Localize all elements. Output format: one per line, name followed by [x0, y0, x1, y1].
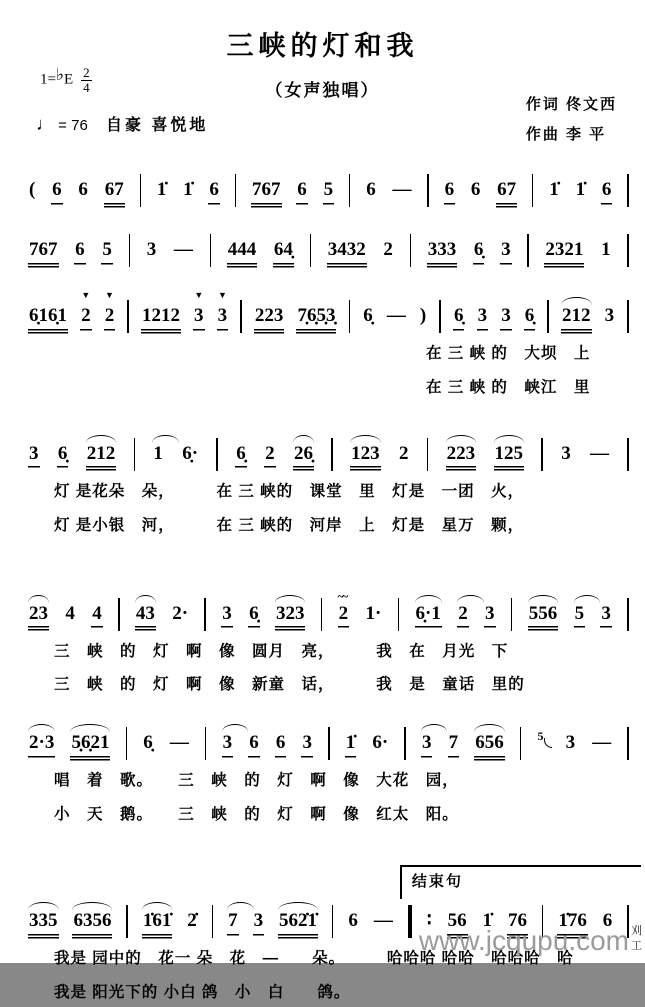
note-token: 5	[536, 725, 553, 748]
note-token: 656	[474, 732, 505, 761]
note-token: 1̇	[482, 910, 493, 932]
note-token: 444	[227, 239, 258, 268]
bar-line	[520, 727, 522, 760]
note-token: 335	[28, 910, 59, 939]
bar-line	[126, 727, 128, 760]
punctuation-token: )	[419, 305, 427, 326]
note-token: 6	[51, 179, 63, 208]
note-token: 6	[248, 732, 260, 761]
note-token: 2·	[172, 602, 189, 624]
note-token: 3 ▼	[193, 305, 205, 334]
note-token: 2321	[544, 239, 584, 268]
expression-text: 自豪 喜悦地	[105, 117, 209, 134]
note-token: 2 ~~	[338, 603, 350, 632]
note-token: —	[373, 910, 393, 932]
bar-line	[140, 174, 142, 207]
bar-line	[527, 234, 529, 267]
note-token: 6̣·1	[415, 603, 442, 632]
flat-icon: ♭	[55, 64, 64, 84]
note-token: 3 ▼	[217, 305, 229, 334]
bar-line	[212, 905, 214, 938]
quarter-note-icon: ♩	[36, 114, 54, 134]
lyric-line: 小 天 鹅。 三 峡 的 灯 啊 像 红太 阳。	[54, 806, 459, 824]
note-token: 1̇	[183, 179, 193, 200]
bar-line	[240, 300, 242, 333]
note-token: —	[590, 442, 610, 464]
bar-line	[398, 598, 400, 631]
bar-line	[235, 174, 237, 207]
bar-line	[127, 300, 129, 333]
note-token: 767	[28, 239, 59, 268]
note-token: —	[169, 732, 189, 754]
bar-line	[310, 234, 312, 267]
note-token: 6·	[372, 732, 389, 754]
note-token: 7	[448, 732, 460, 761]
note-token: 56	[447, 910, 468, 939]
note-token: 6356	[72, 910, 112, 939]
note-token: —	[392, 179, 412, 200]
bar-line	[427, 174, 429, 207]
note-token: 767	[251, 179, 282, 208]
note-token: 7	[227, 910, 239, 939]
mordent-icon: ~~	[337, 588, 347, 603]
ending-section-label: 结束句	[400, 865, 641, 899]
note-token: 6̣·	[182, 442, 199, 464]
bar-line	[216, 438, 218, 471]
bar-line	[134, 438, 136, 471]
note-token: 3	[600, 603, 612, 632]
note-token: 1̇	[549, 179, 559, 200]
note-token: 223	[254, 305, 285, 334]
lyric-line: 在 三 峡 的 大坝 上	[426, 345, 591, 362]
note-token: 1̇	[575, 179, 586, 200]
note-token: 5	[101, 239, 113, 268]
note-token: —	[592, 732, 612, 754]
note-token: 3432	[327, 239, 367, 268]
time-signature: $\frac{2}{4}$	[83, 65, 90, 95]
tempo-line	[36, 112, 208, 135]
lyric-line: 灯 是花朵 朵， 在 三 峡的 课堂 里 灯是 一团 火，	[54, 482, 525, 500]
bar-line	[627, 234, 629, 267]
credits	[526, 90, 617, 150]
bar-line	[205, 727, 207, 760]
bar-line	[331, 438, 333, 471]
key-letter: E	[64, 71, 74, 88]
accent-icon: ▼	[81, 290, 91, 300]
bar-line	[321, 598, 323, 631]
note-token: 2·3	[28, 732, 55, 761]
note-token: 6	[602, 910, 613, 932]
note-token: 123	[350, 443, 381, 472]
notes-row	[28, 588, 629, 632]
header	[0, 0, 645, 158]
note-token: 125	[494, 443, 525, 472]
note-token: 6̣	[235, 443, 247, 472]
note-token: 43	[135, 603, 156, 632]
note-token: 1	[152, 443, 164, 472]
music-system	[0, 588, 645, 700]
note-token: 3	[604, 305, 615, 326]
bar-line	[126, 905, 128, 938]
note-token: 23	[28, 603, 49, 632]
notes-row	[28, 172, 629, 208]
note-token: 323	[275, 603, 306, 632]
note-token: 6̣	[453, 305, 465, 334]
bar-line	[404, 727, 406, 760]
lyric-line: 三 峡 的 灯 啊 像 新童 话， 我 是 童话 里的	[54, 676, 525, 694]
note-token: —	[386, 305, 406, 326]
note-token: 333	[427, 239, 458, 268]
note-token: 4	[91, 603, 103, 632]
note-token: 6̣	[524, 305, 536, 334]
key-signature	[40, 66, 92, 94]
bar-line	[328, 727, 330, 760]
bar-line	[204, 598, 206, 631]
note-token: 6	[74, 239, 86, 268]
tempo-value: = 76	[58, 117, 88, 134]
bar-line	[118, 598, 120, 631]
bar-line	[541, 438, 543, 471]
bar-line	[511, 598, 513, 631]
note-token: 26̣	[293, 443, 314, 472]
note-token: 6̣	[248, 603, 260, 632]
bar-line	[627, 300, 629, 333]
bar-line	[439, 300, 441, 333]
bar-line	[408, 905, 412, 938]
note-token: 2	[383, 239, 393, 260]
note-token: 3	[146, 239, 157, 260]
note-token: 6	[470, 179, 481, 200]
note-token: 6̣	[473, 239, 485, 268]
note-token: 1·	[365, 602, 382, 624]
note-token: 6	[275, 732, 287, 761]
note-token: 3	[221, 603, 233, 632]
music-system	[0, 436, 645, 540]
bar-line	[332, 905, 334, 938]
note-token: 7̣6̣5̣3̣	[296, 305, 336, 334]
note-token: 3	[561, 442, 571, 464]
song-title: 三峡的灯和我	[226, 31, 419, 61]
note-token: 67	[104, 179, 125, 208]
note-token: 1	[601, 239, 611, 260]
bar-line	[627, 438, 629, 471]
key-prefix: 1=	[40, 71, 56, 88]
note-token: 4	[65, 602, 75, 624]
music-system	[0, 172, 645, 208]
bar-line	[410, 234, 412, 267]
bar-line	[129, 234, 131, 267]
accent-icon: ▼	[105, 290, 114, 300]
note-token: —	[173, 239, 193, 260]
note-token: 6	[78, 179, 88, 200]
note-token: 1̇	[345, 732, 357, 761]
music-system	[0, 725, 645, 829]
bar-line	[532, 174, 534, 207]
note-token: 2	[457, 603, 469, 632]
note-token: 562̇1̇	[278, 910, 318, 939]
note-token: 3	[28, 443, 40, 472]
punctuation-token: ∶	[426, 910, 432, 932]
note-token: 3	[421, 732, 433, 761]
note-token: 6	[208, 179, 220, 208]
note-token: 6̣	[57, 443, 69, 472]
note-token: 5	[574, 603, 586, 632]
lyric-line: 灯 是小银 河， 在 三 峡的 河岸 上 灯是 星万 颗，	[54, 516, 525, 534]
bar-line	[627, 174, 629, 207]
edge-mark: 刈工	[631, 925, 642, 952]
note-token: 6	[444, 179, 456, 208]
lyric-line: 我是 阳光下的 小白 鸽 小 白 鸽。	[54, 984, 351, 1002]
note-token: 1212	[141, 305, 181, 334]
score	[0, 172, 645, 1007]
note-token: 1̇	[156, 179, 167, 200]
note-token: 6̣	[363, 305, 373, 326]
note-token: 3	[477, 305, 489, 334]
bar-line	[427, 438, 429, 471]
watermark: www.jcqupu.com	[418, 925, 629, 956]
note-token: 6	[366, 179, 376, 200]
accent-icon: ▼	[217, 290, 227, 300]
note-token: 3	[222, 732, 234, 761]
notes-row	[28, 436, 629, 472]
note-token: 2̇	[187, 910, 197, 932]
lyricist: 作词 佟文西	[525, 96, 617, 113]
note-token: 3	[500, 305, 512, 334]
bar-line	[349, 174, 351, 207]
bar-line	[349, 300, 351, 333]
note-token: 6	[348, 910, 358, 932]
note-token: 76	[507, 910, 528, 939]
bar-line	[627, 727, 629, 760]
music-system	[0, 232, 645, 268]
lyric-line: 三 峡 的 灯 啊 像 圆月 亮， 我 在 月光 下	[54, 642, 509, 660]
note-token: 2 ▼	[104, 305, 116, 334]
note-token: 2	[398, 442, 409, 464]
accent-icon: ▼	[194, 290, 204, 300]
note-token: 5̣6̣21	[70, 732, 110, 761]
bar-line	[547, 300, 549, 333]
note-token: 3	[500, 239, 512, 268]
lyric-line: 我是 园中的 花一 朵 花 — 朵。 哈哈哈 哈哈 哈哈哈 哈	[54, 950, 574, 968]
note-token: 5	[323, 179, 335, 208]
note-token: 3	[301, 732, 313, 761]
note-token: 223	[446, 443, 477, 472]
note-token: 3	[484, 603, 496, 632]
song-subtitle: （女声独唱）	[265, 81, 380, 100]
note-token: 212	[86, 443, 117, 472]
composer: 作曲 李 平	[525, 126, 607, 143]
note-token: 6	[296, 179, 308, 208]
bar-line	[210, 234, 212, 267]
note-token: 2 ▼	[80, 305, 92, 334]
punctuation-token: (	[29, 179, 36, 200]
note-token: 67	[496, 179, 517, 208]
note-token: 3	[565, 732, 576, 754]
notes-row	[28, 290, 629, 334]
note-token: 6	[601, 179, 613, 208]
note-token: 3	[253, 910, 265, 939]
lyric-line: 在 三 峡 的 峡江 里	[426, 378, 591, 396]
note-token: 212	[561, 305, 592, 334]
music-system	[0, 290, 645, 402]
note-token: 6̣	[143, 732, 153, 754]
notes-row	[28, 725, 629, 761]
note-token: 64̣	[273, 239, 294, 268]
note-token: 6̣16̣1	[28, 305, 68, 334]
note-token: 556	[528, 603, 559, 632]
note-token: 1̇76	[557, 910, 588, 939]
notes-row	[28, 232, 629, 268]
note-token: 1̇61̇	[142, 910, 173, 939]
lyric-line: 唱 着 歌。 三 峡 的 灯 啊 像 大花 园，	[54, 772, 459, 790]
bar-line	[627, 598, 629, 631]
note-token: 2	[264, 443, 276, 472]
